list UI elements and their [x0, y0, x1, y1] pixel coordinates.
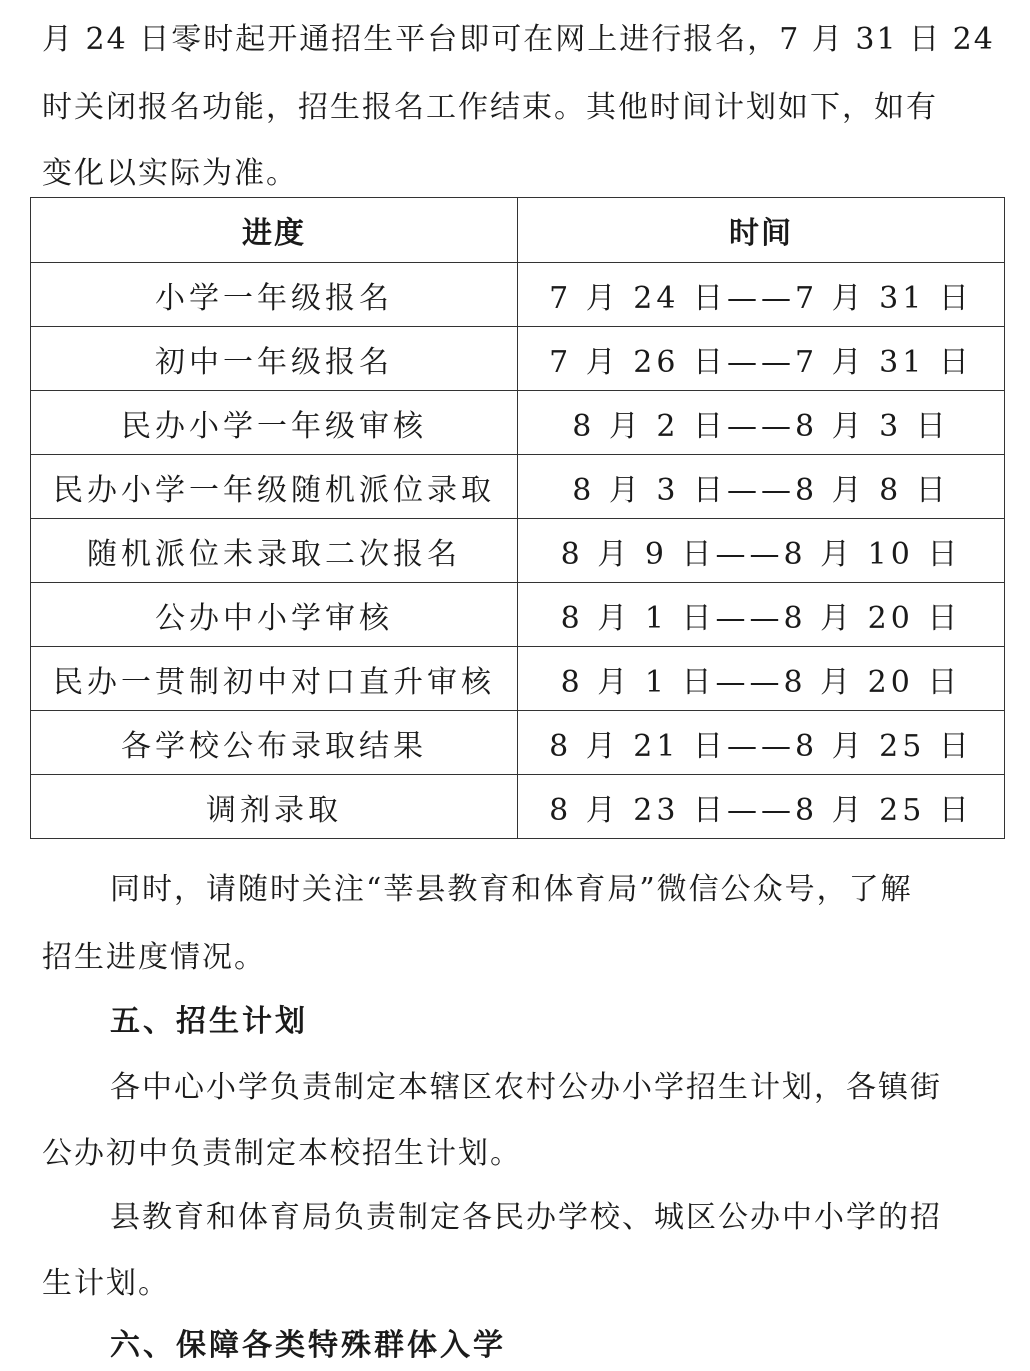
stage-cell: 民办一贯制初中对口直升审核 — [31, 647, 518, 711]
stage-cell: 随机派位未录取二次报名 — [31, 519, 518, 583]
notice-line-2: 招生进度情况。 — [42, 940, 266, 975]
intro-line-2: 时关闭报名功能，招生报名工作结束。其他时间计划如下，如有 — [42, 90, 938, 125]
section-5-paragraph-2-line-2: 生计划。 — [42, 1266, 170, 1301]
table-row — [31, 647, 1005, 711]
stage-cell: 公办中小学审核 — [31, 583, 518, 647]
time-cell: 8 月 23 日——8 月 25 日 — [518, 775, 1005, 839]
column-header-time: 时间 — [518, 198, 1005, 263]
stage-cell: 民办小学一年级随机派位录取 — [31, 455, 518, 519]
time-cell: 8 月 2 日——8 月 3 日 — [518, 391, 1005, 455]
section-5-paragraph-1-line-2: 公办初中负责制定本校招生计划。 — [42, 1136, 522, 1171]
table-row — [31, 775, 1005, 839]
table-row — [31, 583, 1005, 647]
table-row — [31, 711, 1005, 775]
time-cell: 8 月 3 日——8 月 8 日 — [518, 455, 1005, 519]
stage-cell: 各学校公布录取结果 — [31, 711, 518, 775]
intro-line-1: 月 24 日零时起开通招生平台即可在网上进行报名，7 月 31 日 24 — [42, 22, 995, 57]
section-5-heading: 五、招生计划 — [110, 1004, 308, 1039]
time-cell: 8 月 21 日——8 月 25 日 — [518, 711, 1005, 775]
time-cell: 8 月 9 日——8 月 10 日 — [518, 519, 1005, 583]
stage-cell: 小学一年级报名 — [31, 263, 518, 327]
intro-line-3: 变化以实际为准。 — [42, 156, 298, 191]
notice-line-1: 同时，请随时关注“莘县教育和体育局”微信公众号，了解 — [110, 872, 913, 907]
table-row — [31, 455, 1005, 519]
table-row — [31, 519, 1005, 583]
section-5-paragraph-1-line-1: 各中心小学负责制定本辖区农村公办小学招生计划，各镇街 — [110, 1070, 942, 1105]
stage-cell: 调剂录取 — [31, 775, 518, 839]
time-cell: 8 月 1 日——8 月 20 日 — [518, 583, 1005, 647]
time-cell: 7 月 24 日——7 月 31 日 — [518, 263, 1005, 327]
schedule-table — [30, 197, 1005, 839]
column-header-progress: 进度 — [31, 198, 518, 263]
stage-cell: 民办小学一年级审核 — [31, 391, 518, 455]
table-row — [31, 327, 1005, 391]
table-row — [31, 263, 1005, 327]
section-6-heading: 六、保障各类特殊群体入学 — [110, 1328, 506, 1363]
stage-cell: 初中一年级报名 — [31, 327, 518, 391]
table-row — [31, 391, 1005, 455]
time-cell: 7 月 26 日——7 月 31 日 — [518, 327, 1005, 391]
time-cell: 8 月 1 日——8 月 20 日 — [518, 647, 1005, 711]
table-header-row — [31, 198, 1005, 263]
section-5-paragraph-2-line-1: 县教育和体育局负责制定各民办学校、城区公办中小学的招 — [110, 1200, 942, 1235]
